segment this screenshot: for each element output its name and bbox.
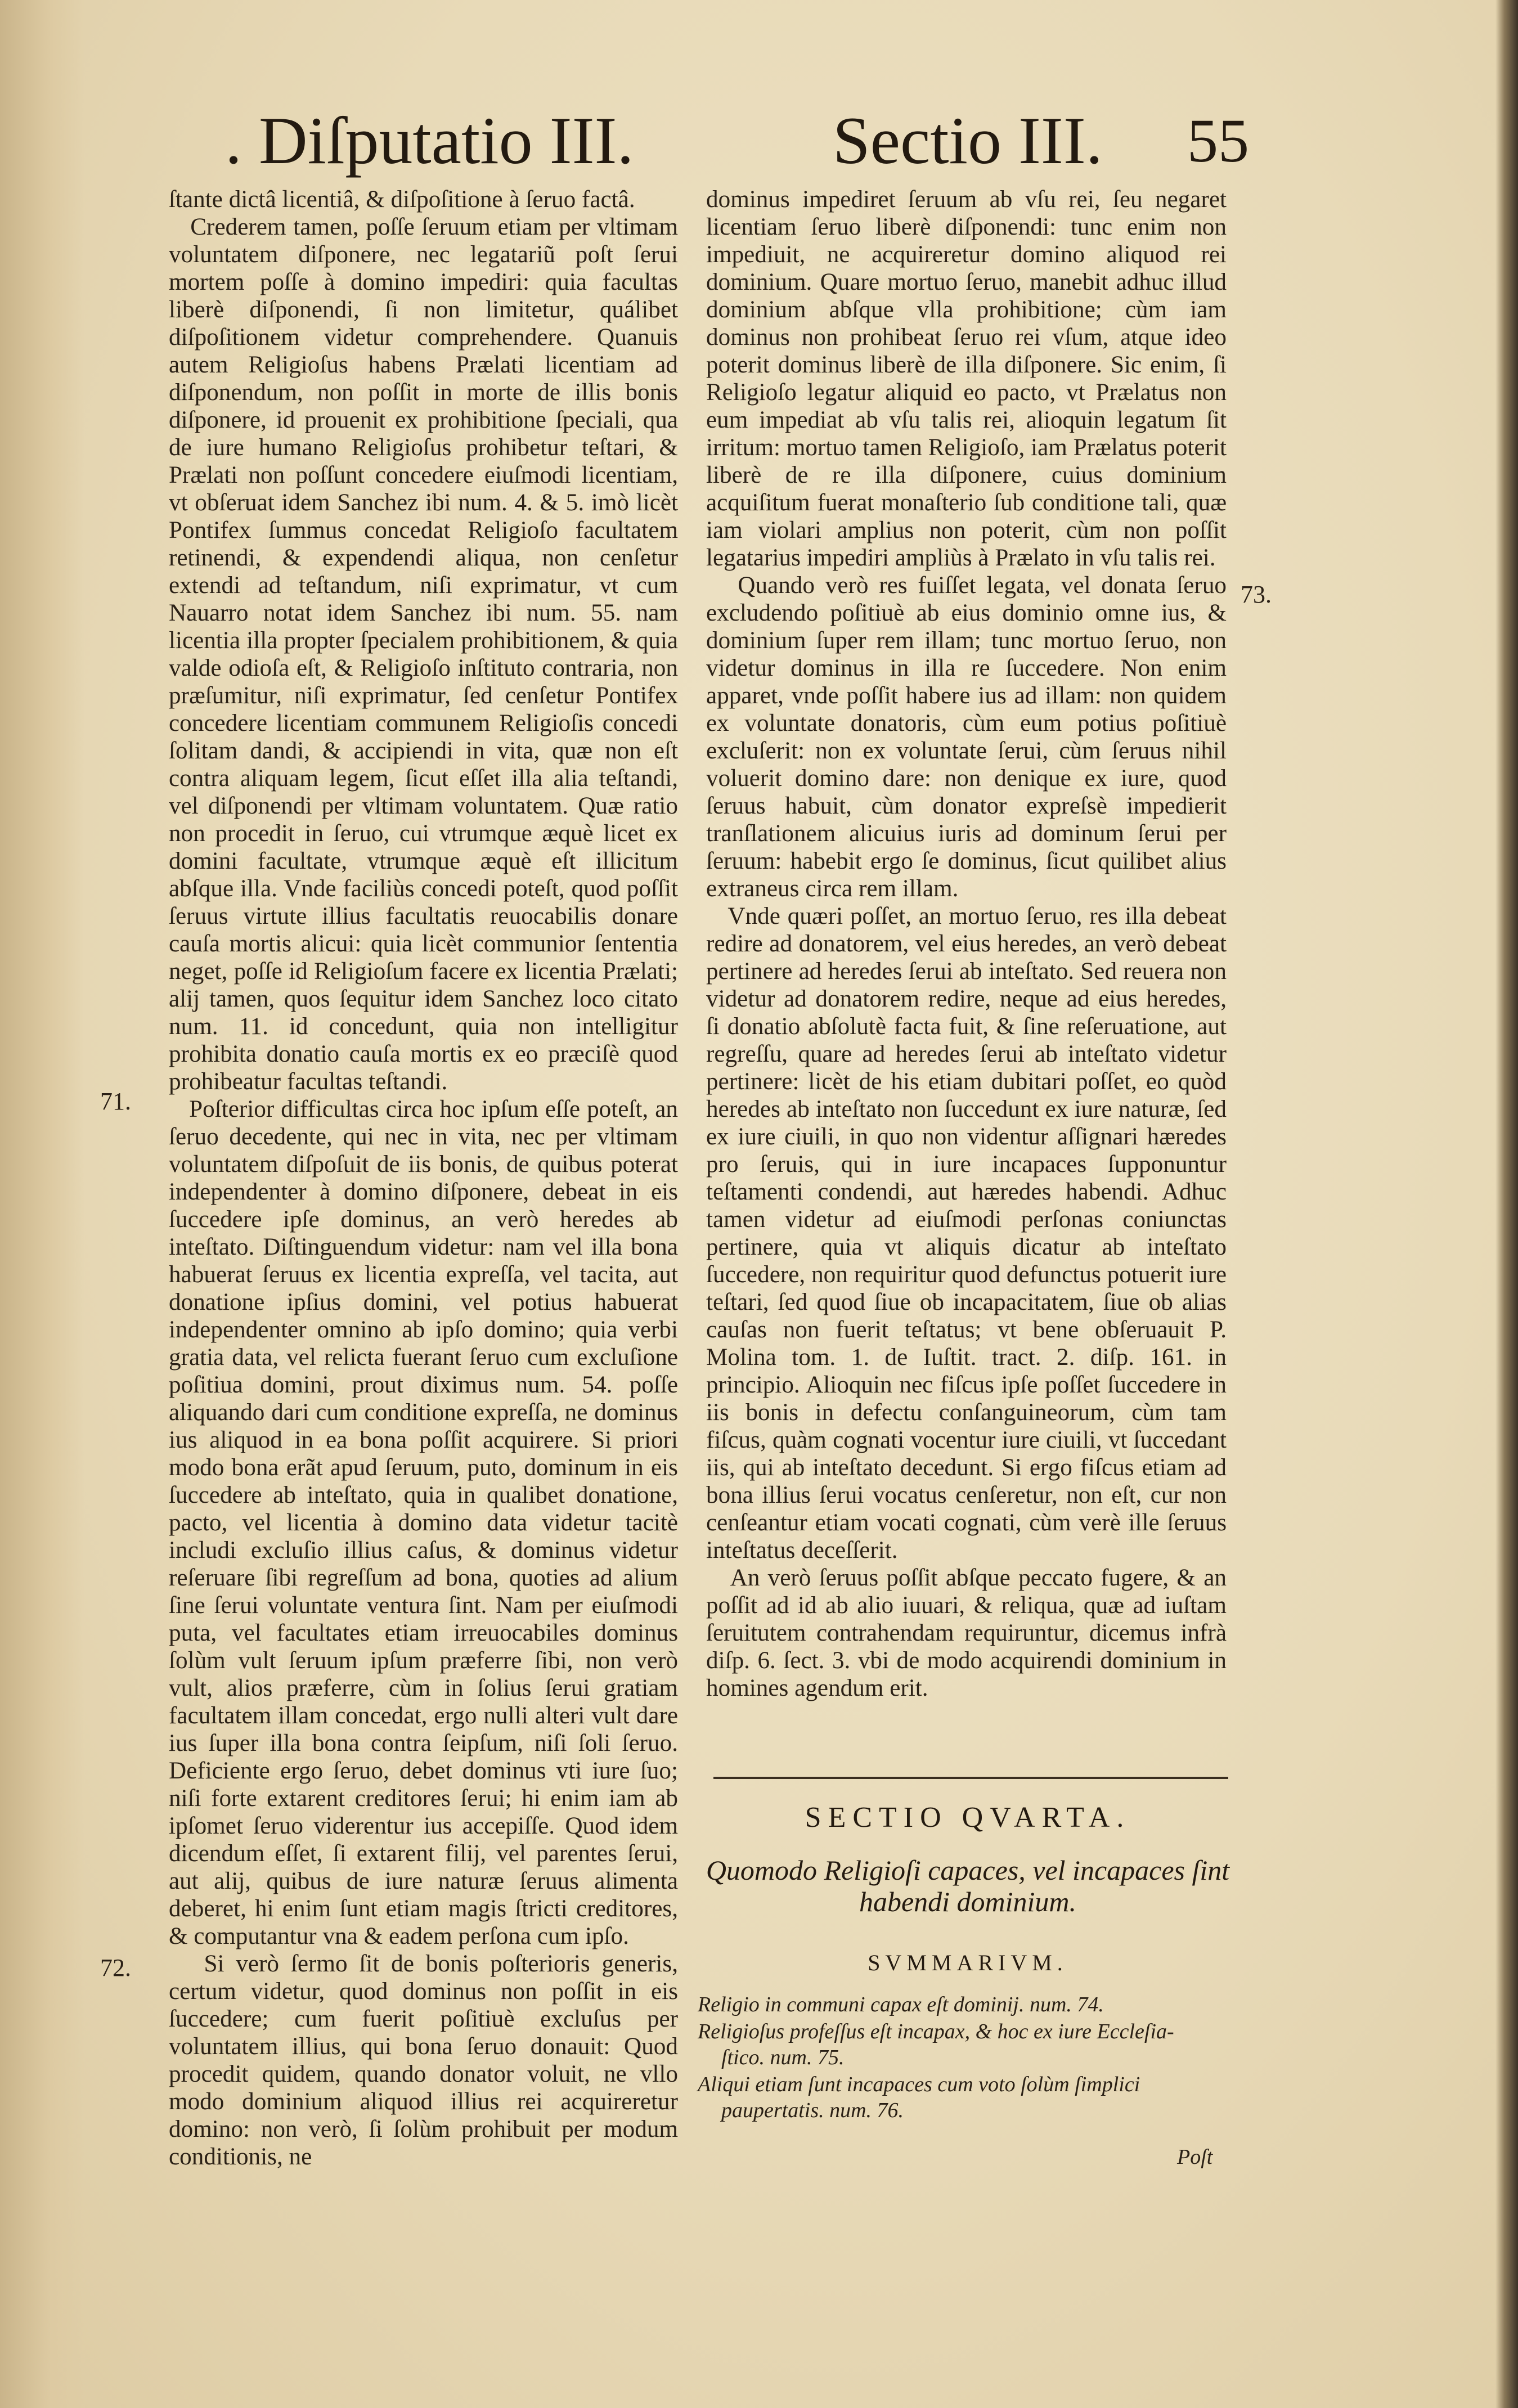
- running-head-disputatio: . Diſputatio III.: [225, 103, 634, 178]
- margin-number-72: 72.: [100, 1954, 131, 1982]
- catchword: Poſt: [1177, 2145, 1213, 2169]
- text-column-left: ſtante dictâ licentiâ, & diſpoſitione à ſeruo factâ. Crederem tamen, poſſe ſeruum etiam per vltimam voluntatem diſponere, nec legatariũ poſt ſerui mortem poſſe à domino impediri: quia facultas liberè diſponendi, ſi non limitetur, quálibet diſpoſitionem videtur comprehendere. Quanuis autem Religioſus habens Prælati licentiam ad diſponendum, non poſſit in morte de illis bonis diſponere, id prouenit ex prohibitione ſpeciali, qua de iure humano Religioſus prohibetur teſtari, & Prælati non poſſunt concedere eiuſmodi licentiam, vt obſeruat idem Sanchez ibi num. 4. & 5. imò licèt Pontifex ſummus concedat Religioſo facultatem retinendi, & expendendi aliqua, non cenſetur extendi ad teſtandum, niſi exprimatur, vt cum Nauarro notat idem Sanchez ibi num. 55. nam licentia illa propter ſpecialem prohibitionem, & quia valde odioſa eſt, & Religioſo inſtituto contraria, non præſumitur, niſi exprimatur, ſed cenſetur Pontifex concedere licentiam communem Religioſis concedi ſolitam dandi, & accipiendi in vita, quæ non eſt contra aliquam legem, ſicut eſſet illa alia teſtandi, vel diſponendi per vltimam voluntatem. Quæ ratio non procedit in ſeruo, cui vtrumque æquè licet ex domini facultate, vtrumque æquè eſt illicitum abſque illa. Vnde faciliùs concedi poteſt, quod poſſit ſeruus virtute illius facultatis reuocabilis donare cauſa mortis alicui: quia licèt communior ſententia neget, poſſe id Religioſum facere ex licentia Prælati; alij tamen, quos ſequitur idem Sanchez loco citato num. 11. id concedunt, quia non intelligitur prohibita donatio cauſa mortis ex eo præciſè quod prohibeatur facultas teſtandi. Poſterior difficultas circa hoc ipſum eſſe poteſt, an ſeruo decedente, qui nec in vita, nec per vltimam voluntatem diſpoſuit de iis bonis, de quibus poterat independenter à domino diſponere, debeat in eis ſuccedere ipſe dominus, an verò heredes ab inteſtato. Diſtinguendum videtur: nam vel illa bona habuerat ſeruus ex licentia expreſſa, vel tacita, aut donatione ipſius domini, vel potius habuerat independenter omnino ab ipſo domino; quia verbi gratia data, vel relicta fuerant ſeruo cum excluſione poſitiua domini, prout diximus num. 54. poſſe aliquando dari cum conditione expreſſa, ne dominus ius aliquod in ea bona poſſit acquirere. Si priori modo bona erãt apud ſeruum, puto, dominum in eis ſuccedere ab inteſtato, quia in qualibet donatione, pacto, vel licentia à domino data videtur tacitè includi excluſio illius caſus, & dominus videtur reſeruare ſibi regreſſum ad bona, quoties ad alium ſine ſerui voluntate ventura ſint. Nam per eiuſmodi puta, vel facultates etiam irreuocabiles dominus ſolùm vult ſeruum ipſum præferre ſibi, non verò vult, alios præferre, cùm in ſolius ſerui gratiam facultatem illam concedat, ergo nulli alteri vult dare ius ſuper illa bona contra ſeipſum, niſi ſoli ſeruo. Deficiente ergo ſeruo, debet dominus vti iure ſuo; niſi forte extarent creditores ſerui; hi enim iam ab ipſomet ſeruo viderentur ius accepiſſe. Quod idem dicendum eſſet, ſi extarent filij, vel parentes ſerui, aut alij, quibus de iure naturæ ſeruus alimenta deberet, hi enim ſunt etiam magis ſtricti creditores, & computantur vna & eadem perſona cum ipſo. Si verò ſermo ſit de bonis poſterioris generis, certum videtur, quod dominus non poſſit in eis ſuccedere; cum fuerit poſitiuè excluſus per voluntatem illius, qui bona ſeruo donauit: Quod procedit quidem, quando donator voluit, ne vllo modo dominium aliquod illius rei acquireretur domino: non verò, ſi ſolùm prohibuit per modum conditionis, ne: [169, 186, 679, 2170]
- summarium-item-continuation: paupertatis. num. 76.: [721, 2099, 904, 2122]
- running-head-sectio: Sectio III.: [833, 103, 1103, 178]
- summarium-list: [698, 1992, 1232, 2124]
- section-subtitle: Quomodo Religioſi capaces, vel incapaces ſint habendi dominium.: [706, 1854, 1230, 1917]
- summarium-title: SVMMARIVM.: [868, 1950, 1068, 1975]
- summarium-item-continuation: ſtico. num. 75.: [721, 2046, 845, 2069]
- summarium-item-text: Aliqui etiam ſunt incapaces cum voto ſolùm ſimplici: [698, 2073, 1140, 2096]
- page-gutter-shadow: [0, 0, 84, 2408]
- section-title: SECTIO QVARTA.: [805, 1801, 1131, 1834]
- summarium-item-text: Religioſus profeſſus eſt incapax, & hoc ex iure Eccleſia-: [698, 2020, 1174, 2043]
- summarium-item: [698, 2072, 1232, 2123]
- summarium-item-text: Religio in communi capax eſt dominij. num. 74.: [698, 1993, 1104, 2016]
- summarium-item: [698, 1992, 1232, 2018]
- page-number: 55: [1187, 106, 1249, 175]
- summarium-item: [698, 2019, 1232, 2070]
- margin-number-73: 73.: [1241, 581, 1272, 608]
- page-edge-shadow: [1495, 0, 1518, 2408]
- text-column-right: dominus impediret ſeruum ab vſu rei, ſeu negaret licentiam ſeruo liberè diſponendi: tunc enim non impediuit, ne acquireretur domino aliquod rei dominium. Quare mortuo ſeruo, manebit adhuc illud dominium abſque vlla prohibitione; cùm iam dominus non prohibeat ſeruo rei vſum, atque ideo poterit dominus liberè de illa diſponere. Sic enim, ſi Religioſo legatur aliquid eo pacto, vt Prælatus non eum impediat ab vſu talis rei, alioquin legatum ſit irritum: mortuo tamen Religioſo, iam Prælatus poterit liberè de re illa diſponere, cuius dominium acquiſitum fuerat monaſterio ſub conditione tali, quæ iam violari amplius non poterit, cùm non poſſit legatarius impediri ampliùs à Prælato in vſu talis rei. Quando verò res fuiſſet legata, vel donata ſeruo excludendo poſitiuè ab eius dominio omne ius, & dominium ſuper rem illam; tunc mortuo ſeruo, non videtur dominus in illa re ſuccedere. Non enim apparet, vnde poſſit habere ius ad illam: non quidem ex voluntate donatoris, cùm eum potius poſitiuè excluſerit: non ex voluntate ſerui, cùm ſeruus nihil voluerit domino dare: non denique ex iure, quod ſeruus habuit, cùm donator expreſsè impedierit tranſlationem alicuius iuris ad dominum ſerui per ſeruum: habebit ergo ſe dominus, ſicut quilibet alius extraneus circa rem illam. Vnde quæri poſſet, an mortuo ſeruo, res illa debeat redire ad donatorem, vel eius heredes, an verò debeat pertinere ad heredes ſerui ab inteſtato. Sed reuera non videtur ad donatorem redire, neque ad eius heredes, ſi donatio abſolutè facta fuit, & ſine reſeruatione, aut regreſſu, quare ad heredes ſerui ab inteſtato videtur pertinere: licèt de his etiam dubitari poſſet, eo quòd heredes ab inteſtato non ſuccedunt ex iure naturæ, ſed ex iure ciuili, in quo non videntur aſſignari hæredes pro ſeruis, qui in iure incapaces ſupponuntur teſtamenti condendi, aut hæredes habendi. Adhuc tamen videtur ad eiuſmodi perſonas coniunctas pertinere, quia vt aliquis dicatur ab inteſtato ſuccedere, non requiritur quod defunctus potuerit iure teſtari, ſed quod ſiue ob incapacitatem, ſiue ob alias cauſas non fuerit teſtatus; vt bene obſeruauit P. Molina tom. 1. de Iuſtit. tract. 2. diſp. 161. in principio. Alioquin nec fiſcus ipſe poſſet ſuccedere in iis bonis in defectu conſanguineorum, cùm tam fiſcus, quàm cognati vocentur iure ciuili, vt ſuccedant iis, qui ab inteſtato decedunt. Si ergo fiſcus etiam ad bona illius ſerui vocatus cenſeretur, non eſt, cur non cenſeantur etiam vocati cognati, cùm verè ille ſeruus inteſtatus deceſſerit. An verò ſeruus poſſit abſque peccato fugere, & an poſſit ad id ab alio iuuari, & reliqua, quæ ad iuſtam ſeruitutem contrahendam requiruntur, dicemus infrà diſp. 6. ſect. 3. vbi de modo acquirendi dominium in homines agendum erit.: [706, 186, 1227, 1701]
- section-divider-rule: [713, 1777, 1228, 1779]
- margin-number-71: 71.: [100, 1088, 131, 1115]
